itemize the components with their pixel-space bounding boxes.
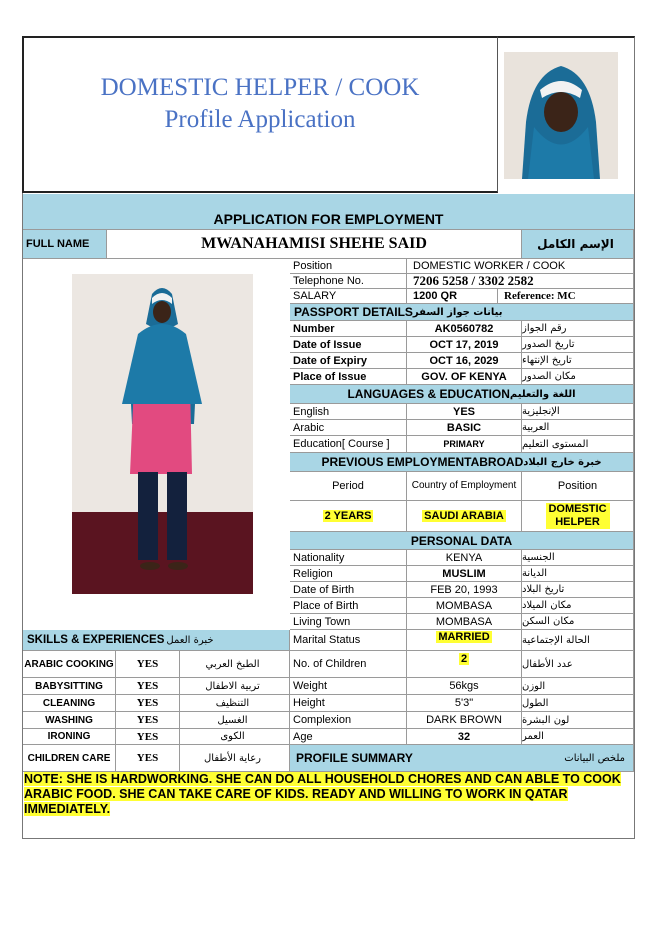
date-of-issue-label-ar: تاريخ الصدور xyxy=(522,337,634,353)
skill-value: YES xyxy=(116,745,180,772)
position-col-header: Position xyxy=(522,472,634,501)
religion-label-ar: الديانة xyxy=(522,566,634,582)
religion-label: Religion xyxy=(290,566,407,582)
marital-status-value: MARRIED xyxy=(438,631,490,643)
profile-summary-heading-ar: ملخص البيانات xyxy=(564,752,625,764)
country-value: SAUDI ARABIA xyxy=(424,510,504,522)
skill-name: IRONING xyxy=(23,729,116,745)
children-label: No. of Children xyxy=(290,651,407,678)
arabic-value: BASIC xyxy=(407,420,522,436)
weight-label: Weight xyxy=(290,678,407,695)
skill-value: YES xyxy=(116,651,180,678)
skill-name: BABYSITTING xyxy=(23,678,116,695)
full-name-label-ar: الإسم الكامل xyxy=(522,230,634,259)
country-cell xyxy=(407,501,522,532)
date-of-birth-value: FEB 20, 1993 xyxy=(407,582,522,598)
skill-name-ar: التنظيف xyxy=(180,695,290,712)
salary-value: 1200 QR xyxy=(407,289,498,304)
date-of-issue-label: Date of Issue xyxy=(290,337,407,353)
place-of-birth-value: MOMBASA xyxy=(407,598,522,614)
languages-heading: LANGUAGES & EDUCATION اللغة والتعليم xyxy=(290,385,634,404)
headshot-photo xyxy=(504,52,618,179)
place-of-birth-label: Place of Birth xyxy=(290,598,407,614)
full-name-value: MWANAHAMISI SHEHE SAID xyxy=(107,230,522,259)
passport-heading: PASSPORT DETAILS بيانات جواز السفر xyxy=(290,304,634,321)
passport-number-label: Number xyxy=(290,321,407,337)
skill-name: WASHING xyxy=(23,712,116,729)
position-label: Position xyxy=(290,259,407,274)
skill-value: YES xyxy=(116,712,180,729)
date-of-expiry-label: Date of Expiry xyxy=(290,353,407,369)
profile-note: NOTE: SHE IS HARDWORKING. SHE CAN DO ALL HOUSEHOLD CHORES AND CAN ABLE TO COOK ARABIC FOOD. SHE CAN TAKE CARE OF KIDS. READY AND WILLING TO WORK IN QATAR IMMEDIATELY. xyxy=(24,772,621,816)
height-label: Height xyxy=(290,695,407,712)
country-col-header: Country of Employment xyxy=(407,472,522,501)
skill-value: YES xyxy=(116,729,180,745)
salary-label: SALARY xyxy=(290,289,407,304)
personal-data-heading: PERSONAL DATA xyxy=(290,532,634,550)
age-value: 32 xyxy=(407,729,522,745)
education-label-ar: المستوى التعليم xyxy=(522,436,634,453)
skills-heading: SKILLS & EXPERIENCES خبرة العمل xyxy=(23,630,290,651)
nationality-label-ar: الجنسية xyxy=(522,550,634,566)
complexion-label-ar: لون البشرة xyxy=(522,712,634,729)
arabic-label-ar: العربية xyxy=(522,420,634,436)
photo-box xyxy=(498,36,635,193)
english-value: YES xyxy=(407,404,522,420)
skill-name-ar: الغسيل xyxy=(180,712,290,729)
page-subtitle: Profile Application xyxy=(164,106,356,133)
marital-status-label: Marital Status xyxy=(290,630,407,651)
english-label: English xyxy=(290,404,407,420)
height-label-ar: الطول xyxy=(522,695,634,712)
position-value: DOMESTIC WORKER / COOK xyxy=(407,259,634,274)
languages-heading-ar: اللغة والتعليم xyxy=(509,388,576,400)
skill-value: YES xyxy=(116,678,180,695)
passport-number-value: AK0560782 xyxy=(407,321,522,337)
place-of-issue-label-ar: مكان الصدور xyxy=(522,369,634,385)
reference-value: Reference: MC xyxy=(498,289,634,304)
date-of-birth-label: Date of Birth xyxy=(290,582,407,598)
full-name-label: FULL NAME xyxy=(23,230,107,259)
telephone-label: Telephone No. xyxy=(290,274,407,289)
living-town-label-ar: مكان السكن xyxy=(522,614,634,630)
skill-name-ar: الطبخ العربي xyxy=(180,651,290,678)
profile-summary-heading: PROFILE SUMMARY ملخص البيانات xyxy=(290,745,634,772)
children-value: 2 xyxy=(460,653,468,665)
skill-name: CHILDREN CARE xyxy=(23,745,116,772)
skill-name: CLEANING xyxy=(23,695,116,712)
period-value: 2 YEARS xyxy=(324,510,372,522)
full-body-photo xyxy=(72,274,253,594)
date-of-issue-value: OCT 17, 2019 xyxy=(407,337,522,353)
date-of-birth-label-ar: تاريخ البلاد xyxy=(522,582,634,598)
date-of-expiry-label-ar: تاريخ الإنتهاء xyxy=(522,353,634,369)
english-label-ar: الإنجليزية xyxy=(522,404,634,420)
complexion-label: Complexion xyxy=(290,712,407,729)
skill-value: YES xyxy=(116,695,180,712)
children-cell xyxy=(407,651,522,678)
application-heading: APPLICATION FOR EMPLOYMENT xyxy=(23,208,634,230)
weight-label-ar: الوزن xyxy=(522,678,634,695)
previous-employment-heading: PREVIOUS EMPLOYMENTABROAD خبرة خارج البلاد xyxy=(290,453,634,472)
nationality-label: Nationality xyxy=(290,550,407,566)
living-town-value: MOMBASA xyxy=(407,614,522,630)
telephone-value: 7206 5258 / 3302 2582 xyxy=(407,274,634,289)
page-title: DOMESTIC HELPER / COOK xyxy=(100,74,420,101)
prev-position-value: DOMESTIC HELPER xyxy=(546,503,610,529)
living-town-label: Living Town xyxy=(290,614,407,630)
religion-value: MUSLIM xyxy=(407,566,522,582)
skill-name: ARABIC COOKING xyxy=(23,651,116,678)
period-col-header: Period xyxy=(290,472,407,501)
age-label-ar: العمر xyxy=(522,729,634,745)
skills-heading-ar: خبرة العمل xyxy=(166,634,214,646)
prev-position-cell xyxy=(522,501,634,532)
skill-name-ar: رعاية الأطفال xyxy=(180,745,290,772)
arabic-label: Arabic xyxy=(290,420,407,436)
period-cell xyxy=(290,501,407,532)
children-label-ar: عدد الأطفال xyxy=(522,651,634,678)
weight-value: 56kgs xyxy=(407,678,522,695)
height-value: 5'3" xyxy=(407,695,522,712)
skill-name-ar: الكوى xyxy=(180,729,290,745)
complexion-value: DARK BROWN xyxy=(407,712,522,729)
previous-employment-heading-ar: خبرة خارج البلاد xyxy=(523,456,602,468)
marital-status-label-ar: الحالة الإجتماعية xyxy=(522,630,634,651)
passport-number-label-ar: رقم الجواز xyxy=(522,321,634,337)
education-value: PRIMARY xyxy=(407,436,522,453)
marital-status-cell xyxy=(407,630,522,651)
place-of-issue-value: GOV. OF KENYA xyxy=(407,369,522,385)
date-of-expiry-value: OCT 16, 2029 xyxy=(407,353,522,369)
nationality-value: KENYA xyxy=(407,550,522,566)
age-label: Age xyxy=(290,729,407,745)
place-of-issue-label: Place of Issue xyxy=(290,369,407,385)
passport-heading-ar: بيانات جواز السفر xyxy=(412,306,503,318)
place-of-birth-label-ar: مكان الميلاد xyxy=(522,598,634,614)
education-label: Education[ Course ] xyxy=(290,436,407,453)
skill-name-ar: تربية الاطفال xyxy=(180,678,290,695)
